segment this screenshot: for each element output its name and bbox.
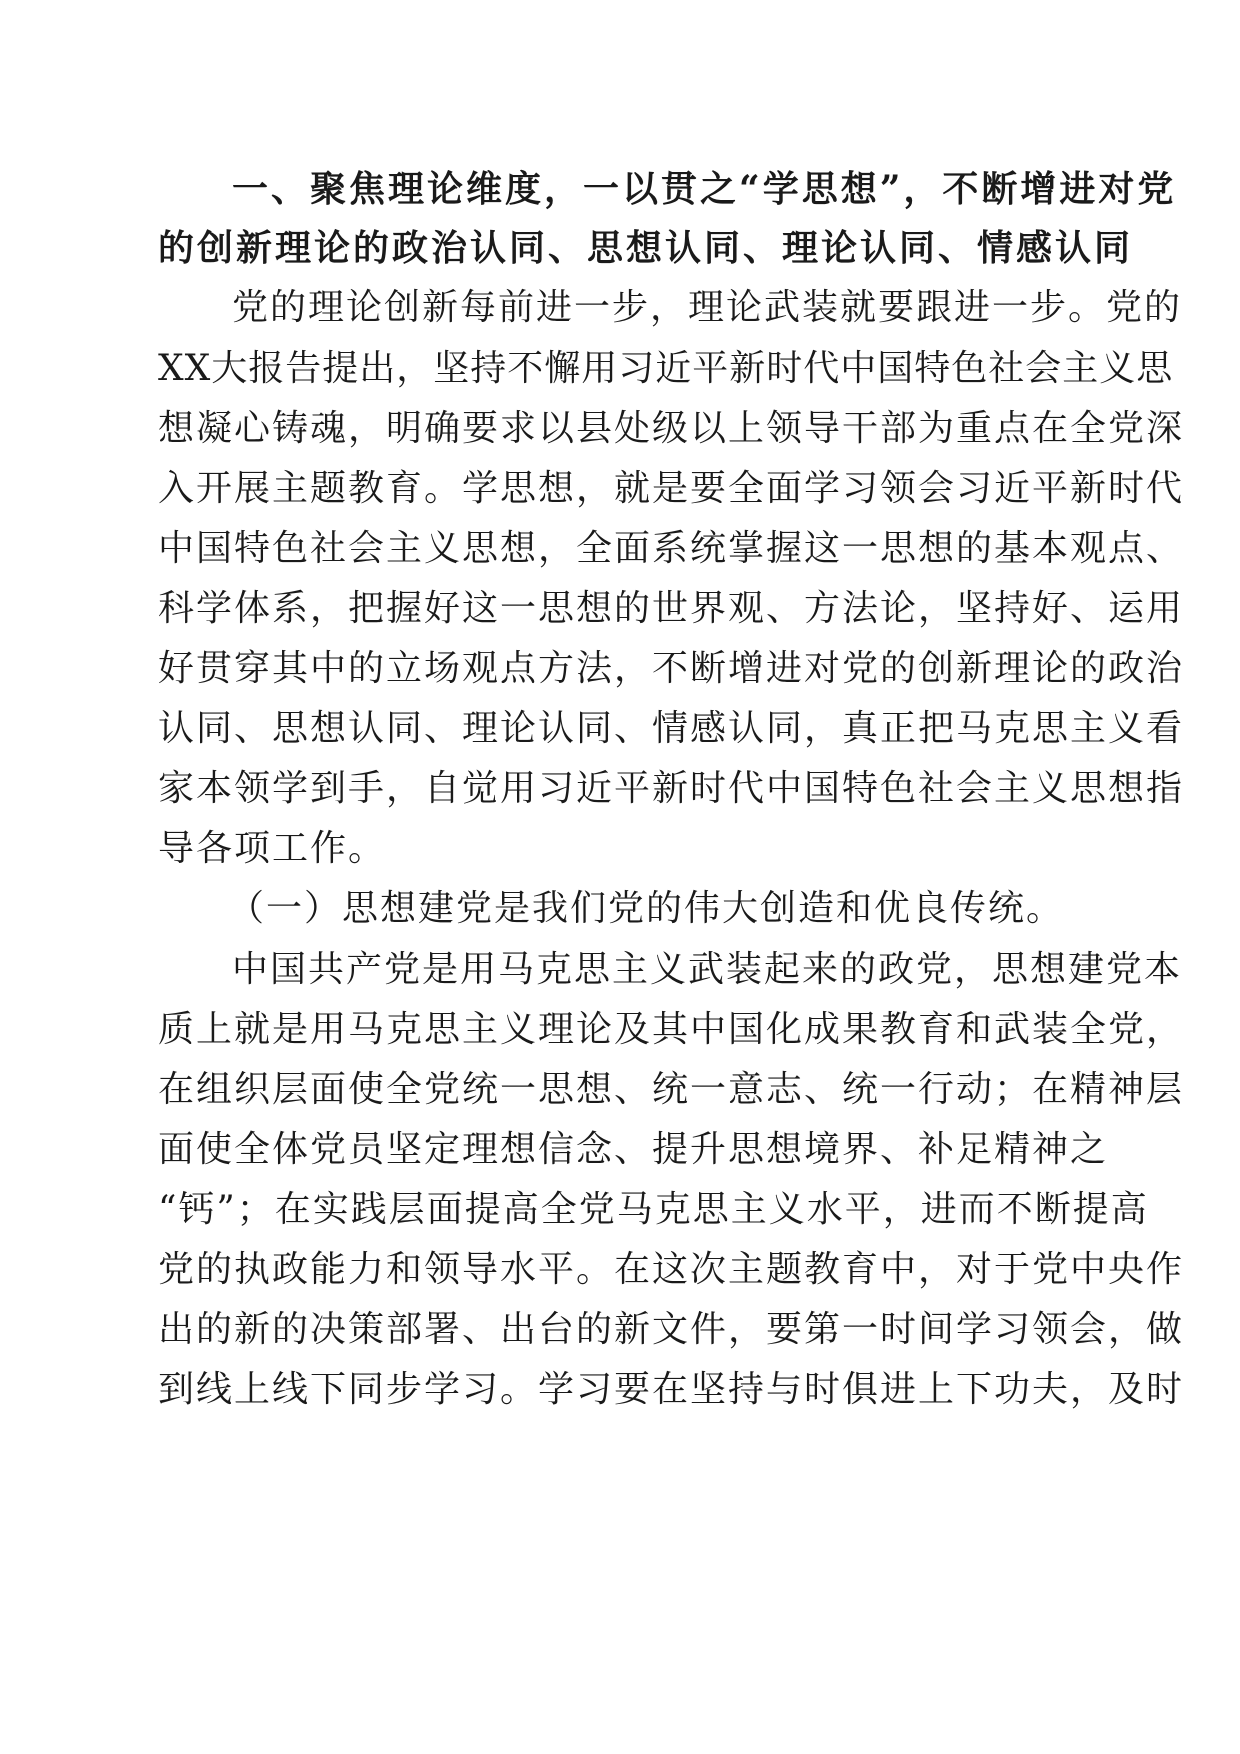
paragraph-line: 中国共产党是用马克思主义武装起来的政党，思想建党本 [232, 949, 1183, 990]
paragraph-line: 科学体系，把握好这一思想的世界观、方法论，坚持好、运用 [158, 588, 1185, 629]
subsection-heading: （一）思想建党是我们党的伟大创造和优良传统。 [228, 888, 1065, 929]
paragraph-line: 导各项工作。 [158, 828, 387, 869]
paragraph-line: 入开展主题教育。学思想，就是要全面学习领会习近平新时代 [158, 468, 1185, 509]
paragraph-line: 面使全体党员坚定理想信念、提升思想境界、补足精神之 [158, 1129, 1109, 1170]
paragraph-line: 到线上线下同步学习。学习要在坚持与时俱进上下功夫，及时 [158, 1369, 1185, 1410]
paragraph-line: 党的执政能力和领导水平。在这次主题教育中，对于党中央作 [158, 1249, 1185, 1290]
paragraph-line: 在组织层面使全党统一思想、统一意志、统一行动；在精神层 [158, 1069, 1185, 1110]
section-heading-line-1: 一、聚焦理论维度，一以贯之“学思想”，不断增进对党 [232, 168, 1177, 210]
paragraph-line: 党的理论创新每前进一步，理论武装就要跟进一步。党的 [232, 287, 1183, 328]
paragraph-line: 中国特色社会主义思想，全面系统掌握这一思想的基本观点、 [158, 528, 1185, 569]
paragraph-line: 想凝心铸魂，明确要求以县处级以上领导干部为重点在全党深 [158, 408, 1185, 449]
paragraph-line: 出的新的决策部署、出台的新文件，要第一时间学习领会，做 [158, 1309, 1185, 1350]
paragraph-line: 质上就是用马克思主义理论及其中国化成果教育和武装全党， [158, 1009, 1185, 1050]
section-heading-line-2: 的创新理论的政治认同、思想认同、理论认同、情感认同 [158, 227, 1134, 269]
paragraph-line: 家本领学到手，自觉用习近平新时代中国特色社会主义思想指 [158, 768, 1185, 809]
paragraph-line: “钙”；在实践层面提高全党马克思主义水平，进而不断提高 [158, 1189, 1149, 1230]
paragraph-line: XX大报告提出，坚持不懈用习近平新时代中国特色社会主义思 [158, 348, 1174, 389]
paragraph-line: 好贯穿其中的立场观点方法，不断增进对党的创新理论的政治 [158, 648, 1185, 689]
paragraph-line: 认同、思想认同、理论认同、情感认同，真正把马克思主义看 [158, 708, 1185, 749]
